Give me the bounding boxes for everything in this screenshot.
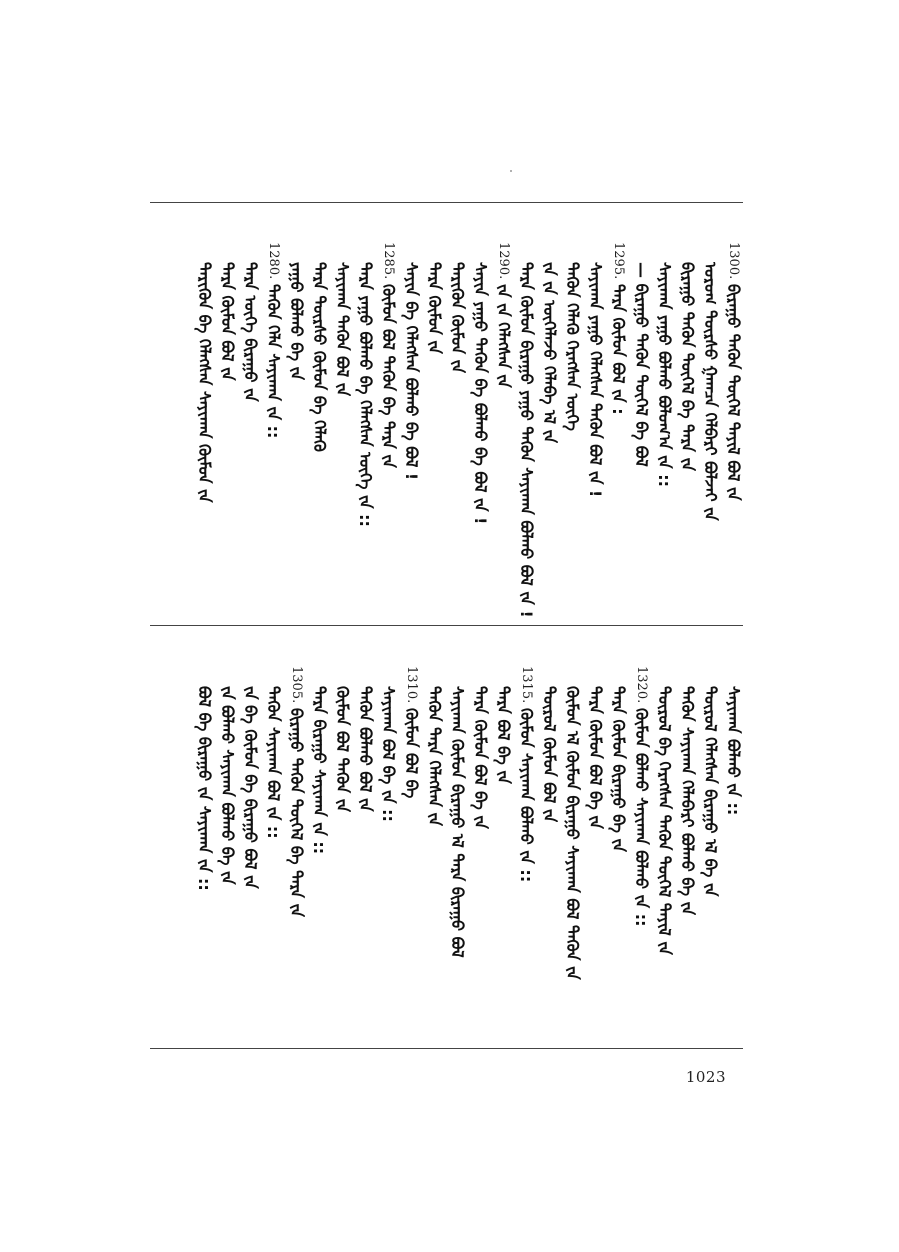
verse-text: ᠲᠡᠷᠡ ᠬᠦᠮᠦᠨ ᠵᠡ xyxy=(425,262,444,355)
verse-text: ᠬᠦᠮᠦᠨ ᠪᠣᠯ ᠲᠡᠭᠦᠨ ᠪᠠ ᠲᠡᠷᠡ ᠵᠡ xyxy=(379,284,398,468)
verse-text: ᠬᠦᠮᠦᠨ ᠪᠣᠯ ᠲᠡᠭᠦᠨ ᠵᠡ xyxy=(333,686,352,813)
verse-text: ᠲᠡᠷᠡ ᠳᠦᠷᠰᠦ ᠬᠦᠮᠦᠨ ᠪᠠ ᠬᠡᠯᠡᠬᠦ xyxy=(310,262,329,452)
verse-text: ᠲᠦᠷᠦᠯ ᠪᠠ ᠬᠡᠷᠡᠭᠰᠡᠨ ᠲᠡᠭᠦᠨ ᠲᠦᠭᠡᠯ ᠲᠡᠶᠢᠯ ᠵᠡ xyxy=(655,686,674,955)
bottom-rule xyxy=(150,1048,743,1049)
verse-text: ᠲᠡᠭᠦᠨ ᠰᠠᠶᠢᠬᠠᠨ ᠬᠡᠯᠡᠪᠡᠷᠢ ᠪᠣᠯᠬᠤ ᠪᠠ ᠵᠡ xyxy=(678,686,697,916)
verse-text: ᠬᠦᠮᠦᠨ ᠰᠠᠶᠢᠬᠠᠨ ᠪᠣᠯᠬᠤ ᠵᠡ :: xyxy=(517,708,536,883)
verse-text: ᠲᠡᠭᠦᠨ ᠪᠣᠯᠬᠤ ᠪᠣᠯ ᠵᠡ xyxy=(356,686,375,812)
verse-text: ᠰᠠᠶᠢᠬᠠᠨ ᠶᠠᠭᠤ ᠪᠣᠯᠬᠤ ᠪᠣᠯᠤᠭ᠎ᠠ ᠵᠡ :: xyxy=(655,262,674,488)
verse-text: ᠲᠡᠭᠦᠨ ᠬᠡᠯᠡᠬᠦ ᠬᠡᠷᠡᠭᠰᠡᠨ ᠦᠭᠡ xyxy=(563,262,582,431)
verse-text: ᠲᠡᠭᠦᠨ ᠲᠡᠷᠡ ᠬᠡᠯᠡᠭᠰᠡᠨ ᠵᠡ xyxy=(425,686,444,827)
verse-text: ᠵᠡ ᠪᠠ ᠬᠦᠮᠦᠨ ᠪᠠ ᠪᠢᠷᠠᠭᠤ ᠪᠣᠯ ᠵᠡ xyxy=(241,686,260,889)
verse-text: ᠲᠡᠷᠡ ᠪᠢᠷᠠᠭᠤ ᠰᠠᠶᠢᠬᠠᠨ ᠵᠡ :: xyxy=(310,686,329,855)
line-number: 1295. xyxy=(611,242,626,280)
verse-text: ᠲᠡᠷᠡ ᠶᠠᠭᠤ ᠪᠣᠯᠬᠤ ᠪᠠ ᠬᠡᠯᠡᠭᠰᠡᠨ ᠦᠭᠡ ᠵᠡ :: xyxy=(356,262,375,527)
verse-text: ᠬᠦᠮᠦᠨ ᠡᠯ ᠬᠦᠮᠦᠨ ᠪᠢᠷᠠᠭᠤ ᠰᠠᠶᠢᠬᠠᠨ ᠪᠣᠯ ᠲᠡᠭᠦᠨ ᠵᠡ xyxy=(563,686,582,980)
verse-text: ᠰᠠᠶᠢᠬᠠᠨ ᠲᠡᠭᠦᠨ ᠪᠣᠯ ᠵᠡ xyxy=(333,262,352,397)
verse-text: ᠪᠣᠯ ᠪᠠ ᠪᠢᠷᠠᠭᠤ ᠵᠡ ᠰᠠᠶᠢᠬᠠᠨ ᠵᠡ :: xyxy=(195,686,214,891)
line-number: 1290. xyxy=(496,242,511,280)
verse-text: ᠵᠡ ᠵᠡ ᠦᠭᠡᠯᠡᠵᠦ ᠬᠡᠯᠡᠪᠡ ᠡᠯ ᠵᠡ xyxy=(540,262,559,444)
line-number: 1280. xyxy=(266,242,281,280)
verse-text: ᠶᠠᠭᠤ ᠪᠣᠯᠬᠤ ᠪᠠ ᠵᠡ xyxy=(287,262,306,381)
verse-text: ᠰᠠᠶᠢᠨ ᠶᠠᠭᠤ ᠲᠡᠭᠦᠨ ᠪᠠ ᠪᠣᠯᠬᠤ ᠪᠠ ᠪᠣᠯ ᠵᠡ ! xyxy=(471,262,490,525)
line-number: 1320. xyxy=(634,666,649,704)
verse-text: ᠲᠦᠷᠦᠯ ᠬᠡᠯᠡᠭᠰᠡᠨ ᠪᠢᠷᠠᠭᠤ ᠡᠯ ᠪᠠ ᠵᠡ xyxy=(701,686,720,897)
verse-text: ᠲᠡᠷᠢᠭᠦᠨ ᠬᠦᠮᠦᠨ ᠵᠡ xyxy=(448,262,467,374)
line-number: 1305. xyxy=(289,666,304,704)
verse-text: ᠵᠡ ᠪᠣᠯᠬᠤ ᠰᠠᠶᠢᠬᠠᠨ ᠪᠣᠯᠬᠤ ᠪᠠ ᠵᠡ xyxy=(218,686,237,885)
verse-text: ᠰᠠᠶᠢᠬᠠᠨ ᠪᠣᠯ ᠪᠠ ᠵᠡ :: xyxy=(379,686,398,822)
speck xyxy=(510,170,512,172)
verse-text: ᠲᠡᠷᠡ ᠬᠦᠮᠦᠨ ᠪᠣᠯ ᠪᠠ ᠵᠡ xyxy=(586,686,605,829)
verse-text: ᠲᠦᠷᠦᠯ ᠬᠦᠮᠦᠨ ᠪᠣᠯ ᠵᠡ xyxy=(540,686,559,823)
verse-text: ᠲᠡᠷᠡ ᠬᠦᠮᠦᠨ ᠪᠣᠯ ᠵᠡ : xyxy=(609,284,628,415)
verse-text: ᠲᠡᠷᠡ ᠬᠦᠮᠦᠨ ᠪᠣᠯ ᠪᠠ ᠵᠡ xyxy=(471,686,490,829)
verse-text: ᠲᠡᠷᠡ ᠬᠦᠮᠦᠨ ᠪᠢᠷᠠᠭᠤ ᠪᠠ ᠵᠡ xyxy=(609,686,628,853)
line-number: 1315. xyxy=(519,666,534,704)
middle-rule xyxy=(150,625,743,626)
verse-text: — ᠪᠢᠷᠠᠭᠤ ᠲᠡᠭᠦᠨ ᠲᠦᠭᠡᠯ ᠪᠠ ᠪᠣᠯ xyxy=(632,262,651,467)
verse-text: ᠲᠡᠷᠡ ᠦᠭᠡ ᠪᠢᠷᠠᠭᠤ ᠵᠡ xyxy=(241,262,260,402)
page-number: 1023 xyxy=(685,1068,726,1086)
verse-text: ᠰᠠᠶᠢᠬᠠᠨ ᠬᠦᠮᠦᠨ ᠪᠢᠷᠠᠭᠤ ᠡᠯ ᠲᠡᠷᠡ ᠪᠢᠷᠠᠭᠤ ᠪᠣᠯ xyxy=(448,686,467,958)
verse-text: ᠲᠡᠷᠡ ᠬᠦᠮᠦᠨ ᠪᠣᠯ ᠵᠡ xyxy=(218,262,237,381)
verse-text: ᠲᠡᠷᠢᠭᠦᠨ ᠪᠠ ᠬᠡᠯᠡᠭᠰᠡᠨ ᠰᠠᠶᠢᠬᠠᠨ ᠬᠦᠮᠦᠨ ᠵᠡ xyxy=(195,262,214,503)
verse-text: ᠰᠠᠶᠢᠨ ᠪᠠ ᠬᠡᠯᠡᠭᠰᠡᠨ ᠪᠣᠯᠬᠤ ᠪᠠ ᠪᠣᠯ ! xyxy=(402,262,421,481)
verse-text: ᠪᠢᠷᠠᠭᠤ ᠲᠡᠭᠦᠨ ᠲᠦᠭᠡᠯ ᠪᠠ ᠲᠡᠷᠡ ᠵᠡ xyxy=(678,262,697,472)
verse-text: ᠲᠡᠷᠡ ᠪᠣᠯ ᠪᠠ ᠵᠡ xyxy=(494,686,513,784)
verse-text: ᠵᠡ ᠵᠡ ᠬᠡᠯᠡᠭᠰᠡᠨ ᠵᠡ xyxy=(494,284,513,388)
verse-text: ᠪᠢᠷᠠᠭᠤ ᠲᠡᠭᠦᠨ ᠲᠦᠭᠡᠯ ᠲᠡᠶᠢᠯ ᠪᠣᠯ ᠵᠡ xyxy=(724,284,743,501)
verse-text: ᠲᠡᠭᠦᠨ ᠰᠠᠶᠢᠬᠠᠨ ᠪᠣᠯ ᠵᠡ :: xyxy=(264,686,283,839)
line-number: 1300. xyxy=(726,242,741,280)
verse-text: ᠤᠷᠤᠭ ᠳᠦᠷᠰᠦ ᠭᠠᠭᠴᠠ ᠬᠡᠯᠪᠡᠷᠢ ᠪᠣᠯᠵᠠᠢ ᠵᠡ xyxy=(701,262,720,521)
top-rule xyxy=(150,202,743,203)
verse-text: ᠰᠠᠶᠢᠬᠠᠨ ᠶᠠᠭᠤ ᠬᠡᠯᠡᠭᠰᠡᠨ ᠲᠡᠭᠦᠨ ᠪᠣᠯ ᠵᠡ ! xyxy=(586,262,605,498)
verse-text: ᠬᠦᠮᠦᠨ ᠪᠣᠯᠬᠤ ᠰᠠᠶᠢᠬᠠᠨ ᠪᠣᠯᠬᠤ ᠵᠡ :: xyxy=(632,708,651,927)
verse-text: ᠲᠡᠷᠡ ᠬᠦᠮᠦᠨ ᠪᠢᠷᠠᠭᠤ ᠶᠠᠭᠤ ᠲᠡᠭᠦᠨ ᠰᠠᠶᠢᠬᠠᠨ ᠪᠣᠯᠬᠤ ᠪᠣᠯ ᠵᠡ ! xyxy=(517,262,536,618)
verse-text: ᠰᠠᠶᠢᠬᠠᠨ ᠪᠣᠯᠬᠤ ᠵᠡ :: xyxy=(724,686,743,816)
verse-text: ᠪᠢᠷᠠᠭᠤ ᠲᠡᠭᠦᠨ ᠲᠦᠭᠡᠯ ᠪᠠ ᠲᠡᠷᠡ ᠵᠡ xyxy=(287,708,306,918)
line-number: 1310. xyxy=(404,666,419,704)
line-number: 1285. xyxy=(381,242,396,280)
verse-text: ᠬᠦᠮᠦᠨ ᠪᠣᠯ ᠪᠠ xyxy=(402,708,421,799)
verse-text: ᠲᠡᠭᠦᠨ ᠬᠡᠯᠡ ᠰᠠᠶᠢᠬᠠᠨ ᠵᠡ :: xyxy=(264,284,283,439)
